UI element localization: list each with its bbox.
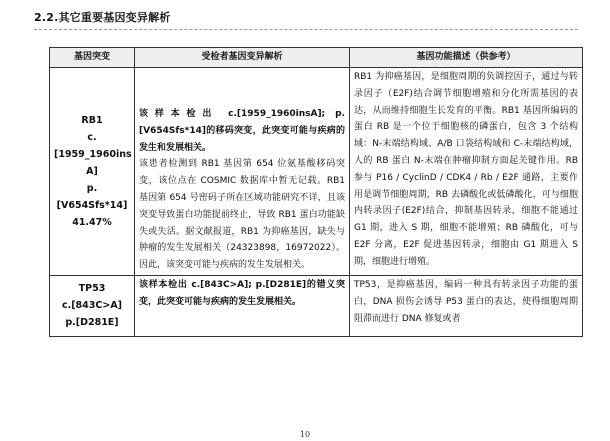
allele-frequency: 41.47%: [72, 216, 112, 228]
gene-name: RB1: [81, 114, 103, 126]
table-row: [50, 275, 583, 336]
gene-name: TP53: [78, 283, 106, 295]
mutation-line: A]: [86, 165, 98, 177]
gene-function-cell: TP53，是抑癌基因，编码一种具有转录因子功能的蛋白，DNA 损伤会诱导 P53 蛋白的表达，使得细胞周期阻滞而进行 DNA 修复或者: [350, 275, 583, 336]
table-header-row: [50, 48, 583, 68]
analysis-summary: 该样本检出 c.[843C>A]; p.[D281E]的错义突变，此突变可能与疾病的发生发展相关。: [139, 279, 345, 307]
mutation-line: p.[V654Sfs*14]: [56, 182, 128, 211]
analysis-detail: 该患者检测到 RB1 基因第 654 位氨基酸移码突变，该位点在 COSMIC 数据库中暂无记载。RB1 基因第 654 号密码子所在区域功能研究不详，且该突变导致蛋白功能提前终止，导致 RB1 蛋白功能缺失或失活。据文献报道，RB1 为抑癌基因，缺失与肿瘤的发生发展相关（24323898，16972022）。因此，该突变可能与疾病的发生发展相关。: [139, 159, 345, 271]
title-divider: [34, 29, 578, 30]
mutation-line: c.[1959_1960ins: [54, 131, 132, 160]
header-gene-function: 基因功能描述（供参考）: [350, 48, 583, 68]
variant-analysis-cell: [135, 275, 350, 336]
gene-mutation-cell: [50, 68, 135, 276]
variant-analysis-cell: [135, 68, 350, 276]
section-title: 2.2.其它重要基因变异解析: [34, 11, 171, 24]
gene-function-cell: RB1 为抑癌基因，是细胞周期的负调控因子，通过与转录因子（E2F)结合调节细胞增殖和分化所需基因的表达，从而维持细胞生长发育的平衡。RB1 基因所编码的蛋白 RB 是一个位于细胞核的磷蛋白，包含 3 个结构域：N-末端结构域、A/B 口袋结构域和 C-末端结构域，人的 RB 蛋白 N-末端在肿瘤抑制方面起关键作用。RB 参与 P16 / CyclinD / CDK4 / Rb / E2F 通路，主要作用是调节细胞周期，RB 去磷酸化或低磷酸化，可与细胞内转录因子(E2F)结合，抑制基因转录，细胞不能通过 G1 期，进入 S 期，细胞不能增殖；RB 磷酸化，可与 E2F 分离，E2F 促进基因转录，细胞由 G1 期进入 S 期，细胞进行增殖。: [350, 68, 583, 276]
page-number: 10: [299, 430, 311, 439]
header-gene-mutation: 基因突变: [50, 48, 135, 68]
header-variant-analysis: 受检者基因变异解析: [135, 48, 350, 68]
gene-variant-table: [49, 47, 583, 337]
gene-mutation-cell: [50, 275, 135, 336]
table-row: [50, 68, 583, 276]
mutation-line: c.[843C>A]: [61, 300, 123, 312]
analysis-summary: 该样本检出 c.[1959_1960insA]; p.[V654Sfs*14]的移码突变，此突变可能与疾病的发生和发展相关。: [139, 109, 345, 153]
mutation-line: p.[D281E]: [65, 317, 119, 329]
